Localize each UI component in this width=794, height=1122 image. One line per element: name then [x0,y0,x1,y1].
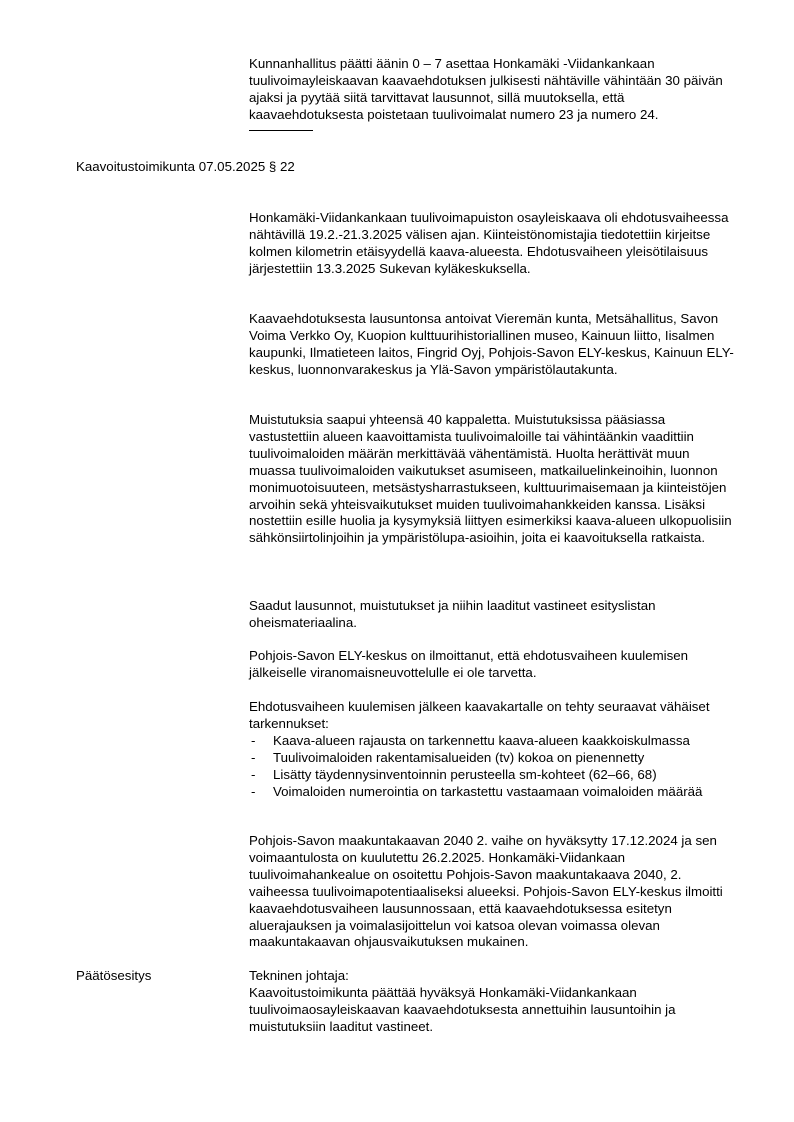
list-item: - Voimaloiden numerointia on tarkastettu vastaamaan voimaloiden määrää [249,784,739,801]
paragraph-7-text: Pohjois-Savon maakuntakaavan 2040 2. vaihe on hyväksytty 17.12.2024 ja sen voimaantulosta on kuulutettu 26.2.2025. Honkamäki-Viidankaan tuulivoimahankealue on osoitettu Pohjois-Savon maakuntakaava 2040, 2. vaiheessa tuulivoimapotentiaaliseksi alueeksi. Pohjois-Savon ELY-keskus ilmoitti kaavaehdotusvaiheen lausunnossaan, että kaavaehdotuksessa esitetyn aluerajauksen ja voimalasijoittelun voi katsoa olevan voimassa olevan maakuntakaavan ohjausvaikutuksen mukainen. [249,833,723,950]
paragraph-6-intro: Ehdotusvaiheen kuulemisen jälkeen kaavakartalle on tehty seuraavat vähäiset tarkennukset: [249,699,710,731]
paragraph-4 [249,598,739,632]
paragraph-2-text: Kaavaehdotuksesta lausuntonsa antoivat Vieremän kunta, Metsähallitus, Savon Voima Verkko Oy, Kuopion kulttuurihistoriallinen museo, Kainuun liitto, Iisalmen kaupunki, Ilmatieteen laitos, Fingrid Oyj, Pohjois-Savon ELY-keskus, Kainuun ELY-keskus, luonnonvarakeskus ja Ylä-Savon ympäristölautakunta. [249,311,734,377]
separator-line [249,130,313,131]
decision-label: Päätösesitys [76,968,152,983]
section-heading: Kaavoitustoimikunta 07.05.2025 § 22 [76,159,295,174]
list-item: - Lisätty täydennysinventoinnin perusteella sm-kohteet (62–66, 68) [249,767,739,784]
list-item: - Kaava-alueen rajausta on tarkennettu kaava-alueen kaakkoiskulmassa [249,733,739,750]
refinement-list [249,733,739,801]
intro-paragraph: Kunnanhallitus päätti äänin 0 – 7 asettaa Honkamäki -Viidankankaan tuulivoimayleiskaavan kaavaehdotuksen julkisesti nähtäville vähintään 30 päivän ajaksi ja pyytää siitä tarvittavat lausunnot, sillä muutoksella, että kaavaehdotuksesta poistetaan tuulivoimalat numero 23 ja numero 24. [249,56,723,122]
paragraph-5-text: Pohjois-Savon ELY-keskus on ilmoittanut, että ehdotusvaiheen kuulemisen jälkeiselle viranomaisneuvottelulle ei ole tarvetta. [249,648,689,680]
paragraph-5 [249,648,739,682]
paragraph-4-text: Saadut lausunnot, muistutukset ja niihin laaditut vastineet esityslistan oheismateriaalina. [249,598,656,630]
paragraph-6 [249,699,739,800]
decision-presenter: Tekninen johtaja: [249,968,349,983]
paragraph-3 [249,412,739,547]
paragraph-1 [249,210,739,278]
decision-text: Kaavoitustoimikunta päättää hyväksyä Honkamäki-Viidankankaan tuulivoimaosayleiskaavan kaavaehdotuksesta annettuihin lausuntoihin ja muistutuksiin laaditut vastineet. [249,984,676,1034]
list-item: - Tuulivoimaloiden rakentamisalueiden (tv) kokoa on pienennetty [249,750,739,767]
intro-block [249,56,739,131]
paragraph-3-text: Muistutuksia saapui yhteensä 40 kappaletta. Muistutuksissa pääsiassa vastustettiin alueen kaavoittamista tuulivoimaloille tai vähintäänkin vaadittiin tuulivoimaloiden määrän merkittävää vähentämistä. Huolta herättivät muun muassa tuulivoimaloiden vaikutukset asumiseen, matkailuelinkeinoihin, luonnon monimuotoisuuteen, metsästysharrastukseen, kulttuurimaisemaan ja kiinteistöjen arvoihin sekä yhteisvaikutukset muiden tuulivoimahankkeiden kanssa. Lisäksi nostettiin esille huolia ja kysymyksiä liittyen esimerkiksi kaava-alueen ulkopuolisiin sähkönsiirtolinjoihin ja ympäristölupa-asioihin, joita ei kaavoituksella ratkaista. [249,412,732,546]
paragraph-1-text: Honkamäki-Viidankankaan tuulivoimapuiston osayleiskaava oli ehdotusvaiheessa nähtävillä 19.2.-21.3.2025 välisen ajan. Kiinteistönomistajia tiedotettiin kirjeitse kolmen kilometrin etäisyydellä kaava-alueesta. Ehdotusvaiheen yleisötilaisuus järjestettiin 13.3.2025 Sukevan kyläkeskuksella. [249,210,729,276]
decision-block [249,968,739,1036]
paragraph-2 [249,311,739,379]
paragraph-7 [249,833,739,951]
